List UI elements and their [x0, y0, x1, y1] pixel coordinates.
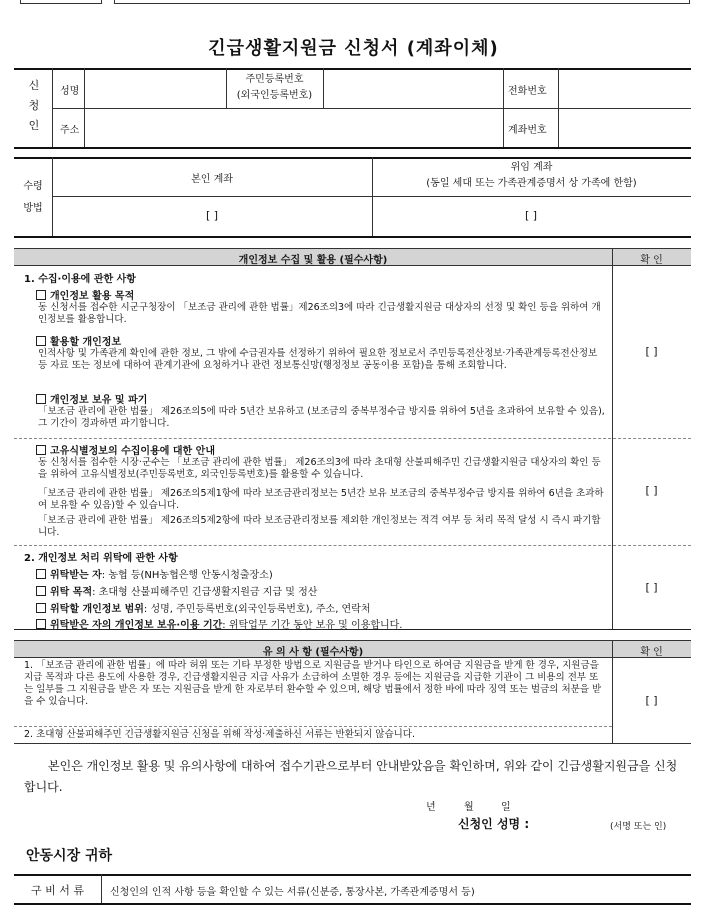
phone-field[interactable] [560, 70, 689, 106]
documents-label: 구 비 서 류 [31, 884, 84, 897]
address-field[interactable] [86, 110, 501, 145]
unique-id-text-3: 「보조금 관리에 관한 법률」 제26조의5제2항에 따라 보조금관리정보를 제외한 개인정보는 적격 여부 등 처리 목적 달성 시 즉시 파기합니다. [38, 515, 601, 538]
applicant-label: 신 청 인 [28, 79, 40, 132]
notice-item-1: 1. 「보조금 관리에 관한 법률」에 따라 허위 또는 기타 부정한 방법으로 지원금을 받거나 타인으로 하여금 지원금을 받게 한 경우, 지원금을 지급 목적과 다른 용도에 사용한 경우, 긴급생활지원금 지급 사유가 소급하여 소멸한 경우 등에는 지원금을 지급한 기관이 그 비용의 전부 또는 일부를 그 지원금을 받은 자 또는 지원금을 받게 한 자로부터 환수할 수 있으며, 해당 법률에서 정한 바에 따라 징역 또는 벌금의 처분을 받을 수 있습니다. [24, 660, 602, 707]
account-label: 계좌번호 [508, 125, 547, 136]
entrust-item-3: 위탁할 개인정보 범위: 성명, 주민등록번호(외국인등록번호), 주소, 연락처 [36, 600, 371, 615]
self-account-label: 본인 계좌 [191, 174, 233, 185]
purpose-text: 동 신청서를 접수한 시군구청장이 「보조금 관리에 관한 법률」제26조의3에 따라 긴급생활지원금 대상자의 선정 및 확인 등을 위하여 개인정보를 활용합니다. [38, 302, 601, 325]
documents-text: 신청인의 인적 사항 등을 확인할 수 있는 서류(신분증, 통장사본, 가족관계증명서 등) [110, 887, 475, 898]
top-fragment-left [20, 0, 102, 4]
recipient: 안동시장 귀하 [26, 848, 113, 864]
privacy-checkbox-1[interactable]: [ ] [645, 345, 658, 358]
declaration: 본인은 개인정보 활용 및 유의사항에 대하여 접수기관으로부터 안내받았음을 확인하며, 위와 같이 긴급생활지원금을 신청합니다. [24, 759, 678, 794]
self-account-checkbox[interactable]: [ ] [205, 209, 219, 222]
date-month: 월 [464, 802, 474, 813]
items-text: 인적사항 및 가족관계 확인에 관한 정보, 그 밖에 수급권자를 선정하기 위하여 필요한 정보로서 주민등록전산정보·가족관계등록전산정보 등 자료 또는 정보에 대하여 관계기관에 요청하거나 관련 정보통신망(행정정보 공동이용 포함)을 통해 조회합니다. [38, 348, 598, 371]
notice-checkbox[interactable]: [ ] [645, 694, 658, 707]
date-day: 일 [501, 802, 511, 813]
address-label: 주소 [60, 125, 80, 136]
name-label: 성명 [60, 86, 80, 97]
items-title: 활용할 개인정보 [36, 333, 121, 348]
top-fragment-right [114, 0, 690, 4]
unique-id-text-1: 동 신청서를 접수한 시장·군수는 「보조금 관리에 관한 법률」 제26조의3에 따라 초대형 산불피해주민 긴급생활지원금 대상자의 확인 등을 위하여 고유식별정보(주민등록번호, 외국인등록번호)를 활용할 수 있습니다. [38, 457, 601, 480]
retention-text: 「보조금 관리에 관한 법률」 제26조의5에 따라 5년간 보유하고 (보조금의 중복부정수급 방지를 위하여 5년을 초과하여 보유할 수 있음), 그 기간이 경과하면 파기합니다. [38, 406, 605, 429]
entrust-item-4: 위탁받은 자의 개인정보 보유·이용 기간: 위탁업무 기간 동안 보유 및 이용합니다. [36, 616, 402, 631]
purpose-title: 개인정보 활용 목적 [36, 287, 134, 302]
privacy-checkbox-2[interactable]: [ ] [645, 484, 658, 497]
unique-id-text-2: 「보조금 관리에 관한 법률」 제26조의5제1항에 따라 보조금관리정보는 5년간 보유 보조금의 중복부정수급 방지를 위하여 6년을 초과하여 보유할 수 있음)할 수 있습니다. [38, 488, 604, 511]
signature-label: 신청인 성명 : [458, 817, 530, 831]
signature-note: (서명 또는 인) [610, 822, 667, 832]
notice-confirm-header: 확 인 [640, 647, 663, 658]
entrust-item-1: 위탁받는 자: 농협 등(NH농협은행 안동시청출장소) [36, 566, 273, 581]
section2-title: 2. 개인정보 처리 위탁에 관한 사항 [24, 553, 178, 564]
name-field[interactable] [86, 70, 224, 106]
privacy-checkbox-3[interactable]: [ ] [645, 581, 658, 594]
account-field[interactable] [560, 110, 689, 145]
entrust-item-2: 위탁 목적: 초대형 산불피해주민 긴급생활지원금 지급 및 정산 [36, 583, 317, 598]
proxy-account-checkbox[interactable]: [ ] [524, 209, 538, 222]
privacy-header-title: 개인정보 수집 및 활용 (필수사항) [238, 255, 388, 266]
proxy-account-label: 위임 계좌 (동일 세대 또는 가족관계증명서 상 가족에 한함) [426, 162, 637, 189]
date-year: 년 [426, 802, 436, 813]
phone-label: 전화번호 [508, 86, 547, 97]
privacy-confirm-header: 확 인 [640, 255, 663, 266]
section1-title: 1. 수집·이용에 관한 사항 [24, 274, 136, 285]
rrn-field[interactable] [325, 70, 501, 106]
receipt-method-label: 수령 방법 [23, 181, 43, 214]
retention-title: 개인정보 보유 및 파기 [36, 391, 147, 406]
notice-header-title: 유 의 사 항 (필수사항) [262, 647, 364, 658]
notice-item-2: 2. 초대형 산불피해주민 긴급생활지원금 신청을 위해 작성·제출하신 서류는 반환되지 않습니다. [24, 729, 416, 740]
unique-id-title: 고유식별정보의 수집이용에 대한 안내 [36, 442, 215, 457]
page-title: 긴급생활지원금 신청서 (계좌이체) [208, 38, 499, 59]
rrn-label: 주민등록번호 (외국인등록번호) [236, 74, 313, 101]
